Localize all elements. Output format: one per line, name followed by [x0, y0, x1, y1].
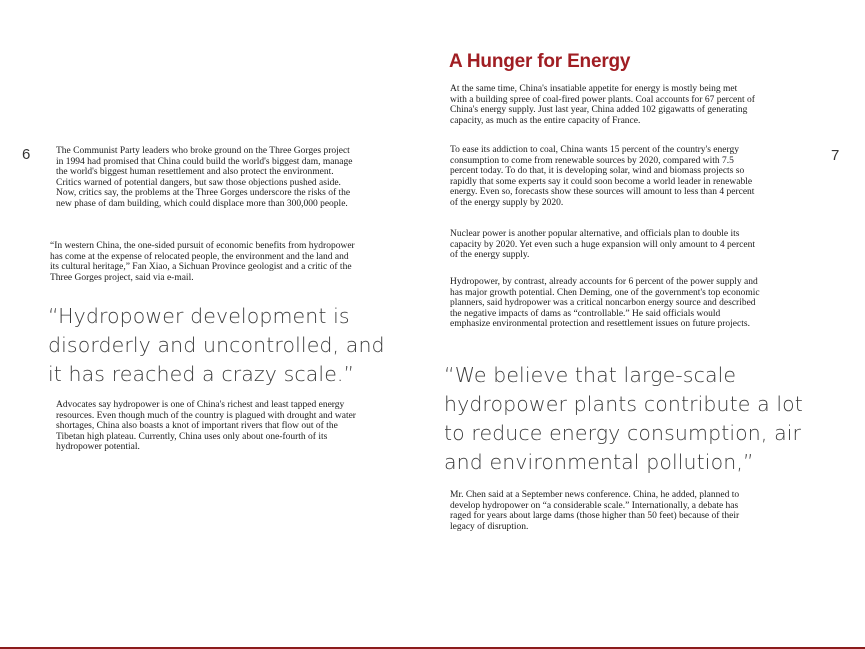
- section-title: A Hunger for Energy: [449, 51, 631, 72]
- right-paragraph-3: Nuclear power is another popular alternative, and officials plan to double its capacity by 2020. Yet even such a huge expansion will only amount to 4 percent of the energy supply.: [450, 229, 755, 261]
- right-pull-quote: “We believe that large-scale hydropower plants contribute a lot to reduce energy consumption, air and environmental pollution,”: [444, 363, 803, 474]
- right-paragraph-4: Hydropower, by contrast, already accounts for 6 percent of the power supply and has major growth potential. Chen Deming, one of the government's top economic planners, said hydropower was a critical noncarbon energy source and described the negative impacts of dams as “controllable.” He said officials would emphasize environmental protection and resettlement issues on future projects.: [450, 277, 760, 330]
- left-paragraph-3: Advocates say hydropower is one of China's richest and least tapped energy resources. Even though much of the country is plagued with drought and water shortages, China also boasts a knot of important rivers that flow out of the Tibetan high plateau. Currently, China uses only about one-fourth of its hydropower potential.: [56, 400, 356, 453]
- right-page: [432, 0, 865, 649]
- right-paragraph-2: To ease its addiction to coal, China wants 15 percent of the country's energy consumption to come from renewable sources by 2020, compared with 7.5 percent today. To do that, it is developing solar, wind and biomass projects so rapidly that some experts say it could soon become a world leader in renewable energy. Even so, forecasts show these sources will amount to less than 4 percent of the energy supply by 2020.: [450, 145, 755, 208]
- left-page: [0, 0, 432, 649]
- right-paragraph-1: At the same time, China's insatiable appetite for energy is mostly being met with a building spree of coal-fired power plants. Coal accounts for 67 percent of China's energy supply. Just last year, China added 102 gigawatts of generating capacity, as much as the entire capacity of France.: [450, 84, 755, 126]
- left-pull-quote: “Hydropower development is disorderly and uncontrolled, and it has reached a crazy scale.”: [48, 304, 385, 386]
- left-paragraph-2: “In western China, the one-sided pursuit of economic benefits from hydropower has come at the expense of relocated people, the environment and the land and its cultural heritage,” Fan Xiao, a Sichuan Province geologist and a critic of the Three Gorges project, said via e-mail.: [50, 241, 355, 283]
- right-paragraph-5: Mr. Chen said at a September news conference. China, he added, planned to develop hydropower on “a considerable scale.” Internationally, a debate has raged for years about large dams (those higher than 50 feet) because of their legacy of disruption.: [450, 490, 740, 532]
- page-number-right: 7: [831, 147, 840, 164]
- page-number-left: 6: [22, 146, 31, 163]
- left-paragraph-1: The Communist Party leaders who broke ground on the Three Gorges project in 1994 had promised that China could build the world's biggest dam, manage the world's biggest human resettlement and also protect the environment. Critics warned of potential dangers, but saw those objections pushed aside. Now, critics say, the problems at the Three Gorges underscore the risks of the new phase of dam building, which could displace more than 300,000 people.: [56, 146, 353, 209]
